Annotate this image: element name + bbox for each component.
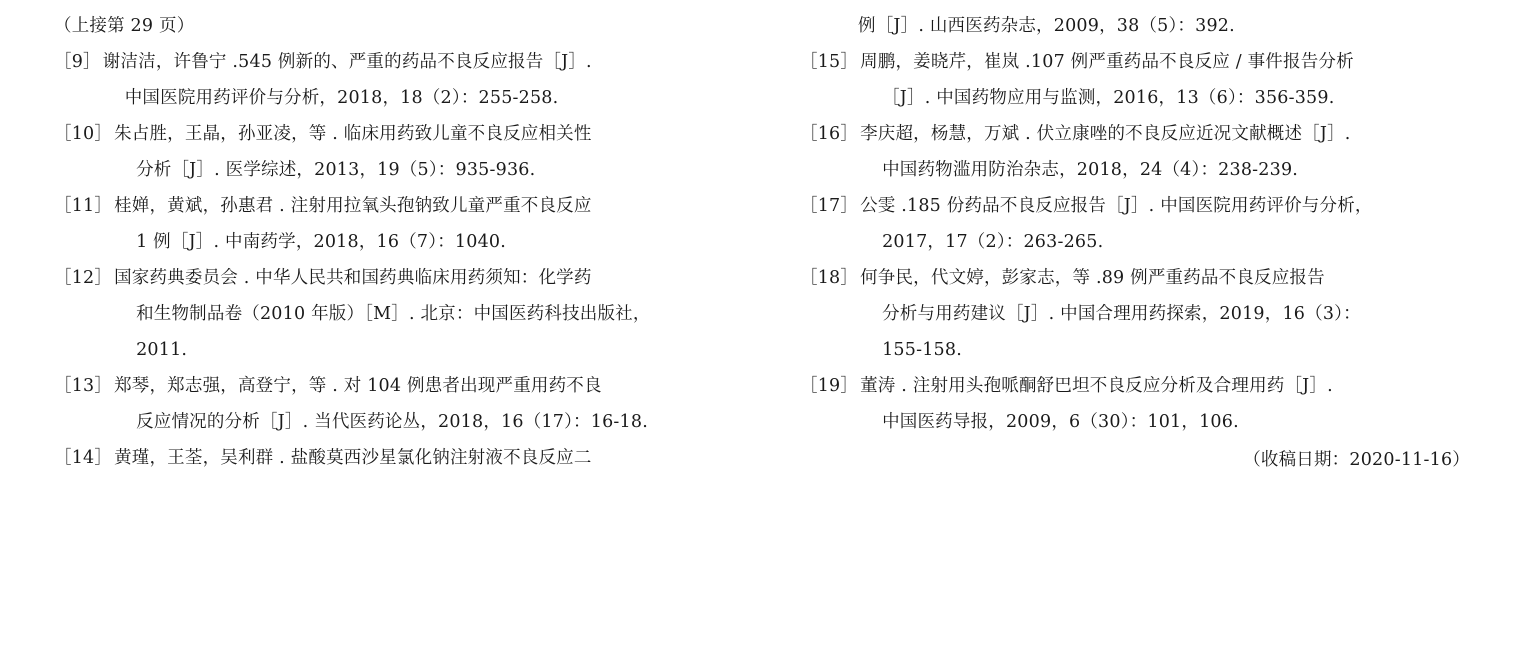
reference-label: ［11］: [54, 196, 113, 216]
reference-line: ［J］. 中国药物应用与监测，2016，13（6）：356-359.: [882, 88, 1335, 108]
reference-label: ［16］: [800, 124, 859, 144]
reference-body: [860, 44, 1472, 116]
reference-line: 中国医药导报，2009，6（30）：101，106.: [882, 412, 1239, 432]
reference-body: [860, 260, 1472, 368]
left-column: [54, 8, 726, 476]
reference-line: 1 例［J］. 中南药学，2018，16（7）：1040.: [136, 232, 507, 252]
reference-line: 分析［J］. 医学综述，2013，19（5）：935-936.: [136, 160, 536, 180]
reference-line: 分析与用药建议［J］. 中国合理用药探索，2019，16（3）：: [882, 304, 1361, 324]
reference-item: [54, 116, 726, 188]
reference-body: [860, 116, 1472, 188]
reference-line: 2011.: [136, 340, 188, 360]
reference-item-continued: [800, 8, 1472, 44]
reference-line: 和生物制品卷（2010 年版）［M］. 北京：中国医药科技出版社，: [136, 304, 651, 324]
reference-line: 155-158.: [882, 340, 962, 360]
reference-item: [800, 368, 1472, 440]
reference-item: [54, 368, 726, 440]
reference-body: [860, 188, 1472, 260]
reference-label: ［13］: [54, 376, 113, 396]
reference-line: 朱占胜，王晶，孙亚凌，等 . 临床用药致儿童不良反应相关性: [114, 124, 592, 144]
reference-line: 2017，17（2）：263-265.: [882, 232, 1104, 252]
reference-label: ［12］: [54, 268, 113, 288]
reference-label: ［15］: [800, 52, 859, 72]
reference-item: [800, 260, 1472, 368]
right-column: [800, 8, 1472, 478]
reference-line: 董涛 . 注射用头孢哌酮舒巴坦不良反应分析及合理用药［J］.: [860, 376, 1333, 396]
reference-body: [114, 188, 726, 260]
reference-line: 郑琴，郑志强，高登宁，等 . 对 104 例患者出现严重用药不良: [114, 376, 602, 396]
reference-line: 例［J］. 山西医药杂志，2009，38（5）：392.: [858, 16, 1235, 36]
reference-body: [114, 260, 726, 368]
reference-line: 周鹏，姜晓芹，崔岚 .107 例严重药品不良反应 / 事件报告分析: [860, 52, 1354, 72]
reference-body: [114, 116, 726, 188]
received-date: （收稿日期：2020-11-16）: [1243, 450, 1470, 470]
reference-body: [103, 44, 726, 116]
reference-line: 反应情况的分析［J］. 当代医药论丛，2018，16（17）：16-18.: [136, 412, 648, 432]
reference-line: 桂婵，黄斌，孙惠君 . 注射用拉氧头孢钠致儿童严重不良反应: [114, 196, 592, 216]
reference-body: [800, 8, 1472, 44]
reference-body: [114, 368, 726, 440]
reference-item: [800, 44, 1472, 116]
reference-line: 黄瑾，王荃，吴利群 . 盐酸莫西沙星氯化钠注射液不良反应二: [114, 448, 592, 468]
reference-item: [800, 116, 1472, 188]
reference-line: 国家药典委员会 . 中华人民共和国药典临床用药须知：化学药: [114, 268, 592, 288]
reference-body: [114, 440, 726, 476]
reference-item: [54, 440, 726, 476]
reference-label: ［10］: [54, 124, 113, 144]
reference-line: 李庆超，杨慧，万斌 . 伏立康唑的不良反应近况文献概述［J］.: [860, 124, 1351, 144]
reference-label: ［19］: [800, 376, 859, 396]
reference-line: 谢洁洁，许鲁宁 .545 例新的、严重的药品不良反应报告［J］.: [102, 52, 592, 72]
reference-item: [54, 188, 726, 260]
reference-item: [800, 188, 1472, 260]
continuation-note: （上接第 29 页）: [54, 16, 195, 36]
reference-label: ［17］: [800, 196, 859, 216]
reference-line: 公雯 .185 份药品不良反应报告［J］. 中国医院用药评价与分析，: [860, 196, 1373, 216]
reference-label: ［9］: [54, 52, 101, 72]
reference-line: 中国药物滥用防治杂志，2018，24（4）：238-239.: [882, 160, 1299, 180]
reference-label: ［14］: [54, 448, 113, 468]
reference-line: 中国医院用药评价与分析，2018，18（2）：255-258.: [124, 88, 559, 108]
reference-label: ［18］: [800, 268, 859, 288]
reference-body: [860, 368, 1472, 440]
reference-line: 何争民，代文婷，彭家志，等 .89 例严重药品不良反应报告: [860, 268, 1325, 288]
two-column-layout: [54, 8, 1485, 478]
reference-item: [54, 44, 726, 116]
reference-item: [54, 260, 726, 368]
